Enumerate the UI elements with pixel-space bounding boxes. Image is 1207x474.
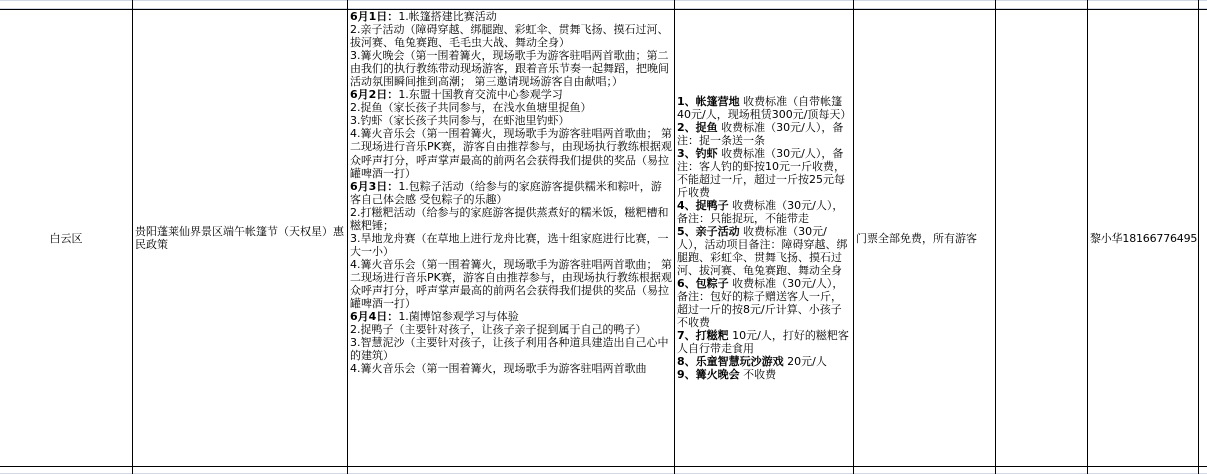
cell-policy-title[interactable]	[133, 10, 347, 466]
fee-detail: 收费标准（30元/人），备注：捉一条送一条	[677, 121, 844, 147]
contact-text: 黎小华18166776495	[1090, 231, 1198, 245]
schedule-item: 2.捉鱼（家长孩子共同参与，在浅水鱼塘里捉鱼）	[350, 101, 592, 115]
fee-detail: 收费标准（30元/人），备注：客人钓的虾按10元一斤收费，不能超过一斤，超过一斤按25元每斤收费	[677, 147, 845, 199]
day-first-item: 1.东盟十国教育交流中心参观学习	[398, 88, 563, 102]
fee-item	[677, 355, 851, 368]
schedule-item: 2.打糍粑活动（给参与的家庭游客提供蒸煮好的糯米饭，糍粑槽和糍粑锤；	[350, 205, 669, 232]
fee-detail: 收费标准（30元/人），备注：包好的粽子赠送客人一斤，超过一斤的按8元/斤计算、小孩子不收费	[677, 277, 844, 329]
fee-detail: 20元/人	[783, 355, 827, 368]
district-text: 白云区	[49, 231, 83, 245]
cell-contact[interactable]	[1088, 10, 1198, 466]
fee-detail: 收费标准（30元/人），活动项目备注：障碍穿越、绑腿跑、彩虹伞、贯舞飞扬、摸石过河、拔河赛、龟兔赛跑、舞动全身	[677, 225, 848, 277]
cell-ticket-policy[interactable]	[854, 10, 995, 466]
schedule-day-3	[350, 180, 672, 310]
day-first-item: 1.菌博馆参观学习与体验	[398, 310, 519, 324]
day-label: 6月3日：	[350, 179, 399, 193]
cell-empty[interactable]	[996, 10, 1087, 466]
schedule-day-2	[350, 88, 672, 179]
cell-district[interactable]	[0, 10, 132, 466]
fee-item	[677, 277, 851, 329]
day-label: 6月4日：	[350, 310, 399, 324]
schedule-day-1	[350, 10, 672, 88]
schedule-item: 4.篝火音乐会（第一围着篝火，现场歌手为游客驻唱两首歌曲； 第二现场进行音乐PK赛，游客自由推荐参与，由现场执行教练根据观众呼声打分，呼声掌声最高的前两名会获得我们提供的奖品（易拉罐啤酒一打）	[350, 257, 672, 311]
schedule-item: 3.钓虾（家长孩子共同参与，在虾池里钓虾）	[350, 114, 570, 128]
fee-name: 2、捉鱼	[677, 121, 718, 134]
cell-fees[interactable]	[675, 10, 853, 466]
cell-schedule[interactable]	[348, 9, 674, 466]
schedule-item: 3.智慧泥沙（主要针对孩子，让孩子利用各种道具建造出自己心中 的建筑）	[350, 336, 669, 363]
fee-item	[677, 199, 851, 225]
fee-item	[677, 95, 851, 121]
day-label: 6月2日：	[350, 88, 399, 102]
fee-item	[677, 225, 851, 277]
policy-title-text: 贵阳蓬莱仙界景区端午帐篷节（天权星）惠民政策	[135, 225, 344, 251]
fee-item	[677, 147, 851, 199]
schedule-day-4	[350, 310, 672, 375]
fee-name: 4、捉鸭子	[677, 199, 729, 212]
fee-name: 3、钓虾	[677, 147, 718, 160]
fee-name: 6、包粽子	[677, 277, 729, 290]
schedule-item: 3.篝火晚会（第一围着篝火，现场歌手为游客驻唱两首歌曲；第二由我们的执行教练带动现场游客，跟着音乐节奏一起舞蹈，把晚间活动氛围瞬间推到高潮； 第三邀请现场游客自由献唱；）	[350, 49, 669, 89]
fee-detail: 收费标准（自带帐篷40元/人，现场租赁300元/顶每天）	[677, 95, 852, 121]
fee-item	[677, 329, 851, 355]
fee-item	[677, 368, 851, 381]
schedule-item: 2.捉鸭子（主要针对孩子，让孩子亲子捉到属于自己的鸭子）	[350, 323, 647, 337]
fee-detail: 收费标准（30元/人），备注：只能捉玩，不能带走	[677, 199, 844, 225]
schedule-item: 4.篝火音乐会（第一围着篝火，现场歌手为游客驻唱两首歌曲	[350, 362, 647, 376]
ticket-policy-text: 门票全部免费，所有游客	[856, 231, 977, 245]
day-first-item: 1.帐篷搭建比赛活动	[398, 10, 497, 23]
fee-name: 5、亲子活动	[677, 225, 740, 238]
fee-detail: 10元/人，打好的糍粑客人自行带走食用	[677, 329, 849, 355]
day-label: 6月1日：	[350, 10, 399, 23]
fee-name: 9、篝火晚会	[677, 368, 740, 381]
day-first-item: 1.包粽子活动（给参与的家庭游客提供糯米和粽叶，游客自己体会感 受包粽子的乐趣）	[350, 179, 662, 206]
fee-detail: 不收费	[739, 368, 777, 381]
fee-name: 7、打糍粑	[677, 329, 729, 342]
schedule-item: 3.旱地龙舟赛（在草地上进行龙舟比赛，选十组家庭进行比赛，一大一小）	[350, 231, 669, 258]
fee-list	[677, 95, 851, 381]
fee-name: 1、帐篷营地	[677, 95, 740, 108]
schedule-item: 4.篝火音乐会（第一围着篝火，现场歌手为游客驻唱两首歌曲； 第二现场进行音乐PK赛，游客自由推荐参与，由现场执行教练根据观众呼声打分，呼声掌声最高的前两名会获得我们提供的奖品（易拉罐啤酒一打）	[350, 127, 672, 180]
schedule-item: 2.亲子活动（障碍穿越、绑腿跑、彩虹伞、贯舞飞扬、摸石过河、 拔河赛、龟兔赛跑、毛毛虫大战、舞动全身）	[350, 23, 669, 50]
fee-item	[677, 121, 851, 147]
fee-name: 8、乐童智慧玩沙游戏	[677, 355, 784, 368]
